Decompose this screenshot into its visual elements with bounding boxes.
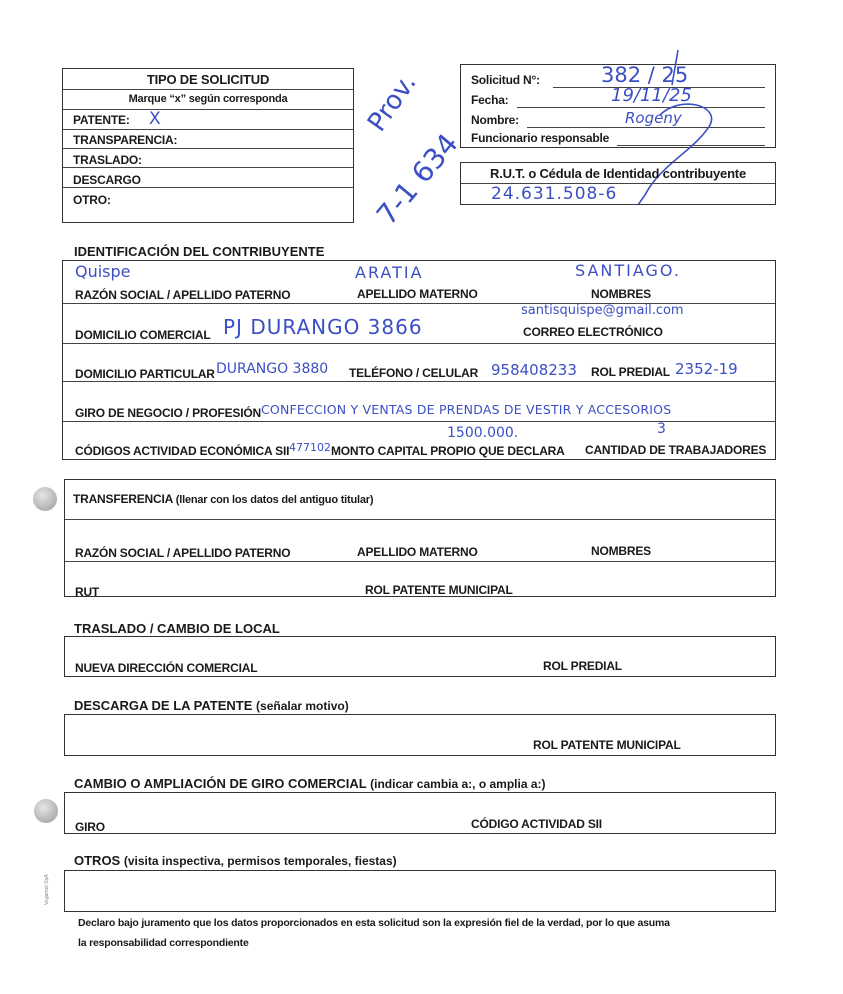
identificacion-title: IDENTIFICACIÓN DEL CONTRIBUYENTE [74,244,325,259]
correo-value[interactable]: santisquispe@gmail.com [521,303,684,318]
apellido-paterno-value[interactable]: Quispe [75,262,131,281]
codigo-actividad-label: CÓDIGOS ACTIVIDAD ECONÓMICA SII [75,444,290,458]
monto-value[interactable]: 1500.000. [447,425,519,441]
provisional-annotation-line2: 7-1 634 [370,127,465,232]
apellido-materno-label: APELLIDO MATERNO [357,287,478,301]
printer-mark: Vegamet SpA [44,874,50,905]
correo-label: CORREO ELECTRÓNICO [523,325,663,339]
nombres-value[interactable]: SANTIAGO. [575,261,681,280]
descarga-box [64,714,776,756]
descarga-title-main: DESCARGA DE LA PATENTE [74,698,253,713]
transferencia-nombres-label: NOMBRES [591,544,651,558]
transferencia-apellido-materno-label: APELLIDO MATERNO [357,545,478,559]
cambio-giro-codigo-label: CÓDIGO ACTIVIDAD SII [471,817,602,831]
cambio-giro-title-main: CAMBIO O AMPLIACIÓN DE GIRO COMERCIAL [74,776,367,791]
apellido-paterno-label: RAZÓN SOCIAL / APELLIDO PATERNO [75,288,291,302]
descarga-rol-patente-label: ROL PATENTE MUNICIPAL [533,738,681,752]
option-patente-mark[interactable]: X [149,109,161,129]
telefono-label: TELÉFONO / CELULAR [349,366,479,380]
declaration-line2: la responsabilidad correspondiente [78,937,249,949]
rut-value[interactable]: 24.631.508-6 [491,184,618,204]
identificacion-box [62,260,776,460]
provisional-annotation-line1: Prov. [362,68,423,138]
rol-predial-label: ROL PREDIAL [591,365,670,379]
transferencia-title [73,492,373,506]
rut-box [460,162,776,205]
otros-box [64,870,776,912]
transferencia-title-sub: (llenar con los datos del antiguo titular) [175,494,374,506]
nueva-direccion-label: NUEVA DIRECCIÓN COMERCIAL [75,661,258,675]
trabajadores-value[interactable]: 3 [657,421,666,437]
nombre-value[interactable]: Rogeny [625,109,682,127]
transferencia-rut-label: RUT [75,585,100,599]
traslado-rol-predial-label: ROL PREDIAL [543,659,622,673]
option-descargo-label: DESCARGO [73,173,141,187]
punch-hole-top [33,487,57,511]
descarga-title-sub: (señalar motivo) [256,699,349,713]
declaration-line1: Declaro bajo juramento que los datos proporcionados en esta solicitud son la expresión fiel de la verdad, por lo que asuma [78,917,670,929]
cambio-giro-box [64,792,776,834]
giro-label: GIRO DE NEGOCIO / PROFESIÓN [75,406,261,420]
domicilio-particular-label: DOMICILIO PARTICULAR [75,367,215,381]
trabajadores-label: CANTIDAD DE TRABAJADORES [585,443,767,457]
solicitud-numero-label: Solicitud N°: [471,73,540,87]
domicilio-particular-value[interactable]: DURANGO 3880 [216,361,329,377]
solicitud-numero-value[interactable]: 382 / 25 [601,63,689,87]
giro-value[interactable]: CONFECCION Y VENTAS DE PRENDAS DE VESTIR Y ACCESORIOS [261,402,672,417]
tipo-solicitud-box [62,68,354,223]
cambio-giro-giro-label: GIRO [75,820,105,834]
transferencia-rol-patente-label: ROL PATENTE MUNICIPAL [365,583,513,597]
rol-predial-value[interactable]: 2352-19 [675,360,738,378]
cambio-giro-title [74,776,546,791]
option-traslado-label: TRASLADO: [73,153,142,167]
traslado-title: TRASLADO / CAMBIO DE LOCAL [74,621,280,636]
domicilio-comercial-label: DOMICILIO COMERCIAL [75,328,211,342]
nombre-label: Nombre: [471,113,519,127]
transferencia-box [64,479,776,597]
otros-title-main: OTROS [74,853,121,868]
monto-label: MONTO CAPITAL PROPIO QUE DECLARA [331,444,565,458]
otros-title-sub: (visita inspectiva, permisos temporales, fiestas) [123,854,397,868]
cambio-giro-title-sub: (indicar cambia a:, o amplia a:) [370,777,546,791]
punch-hole-bottom [34,799,58,823]
nombres-label: NOMBRES [591,287,651,301]
option-otro-label: OTRO: [73,193,111,207]
rut-title: R.U.T. o Cédula de Identidad contribuyente [490,166,746,181]
otros-title [74,853,397,868]
transferencia-apellido-paterno-label: RAZÓN SOCIAL / APELLIDO PATERNO [75,546,291,560]
option-transparencia-label: TRANSPARENCIA: [73,133,178,147]
apellido-materno-value[interactable]: ARATIA [355,263,424,282]
tipo-solicitud-title: TIPO DE SOLICITUD [146,72,270,87]
funcionario-label: Funcionario responsable [471,131,610,145]
transferencia-title-main: TRANSFERENCIA [73,492,173,506]
telefono-value[interactable]: 958408233 [491,361,577,379]
fecha-label: Fecha: [471,93,509,107]
fecha-value[interactable]: 19/11/25 [611,85,692,106]
tipo-solicitud-instruction: Marque “x” según corresponda [128,93,288,105]
option-patente-label: PATENTE: [73,113,130,127]
domicilio-comercial-value[interactable]: PJ DURANGO 3866 [223,315,423,339]
traslado-box [64,636,776,677]
descarga-title [74,698,349,713]
codigo-actividad-value[interactable]: 477102 [289,441,331,454]
